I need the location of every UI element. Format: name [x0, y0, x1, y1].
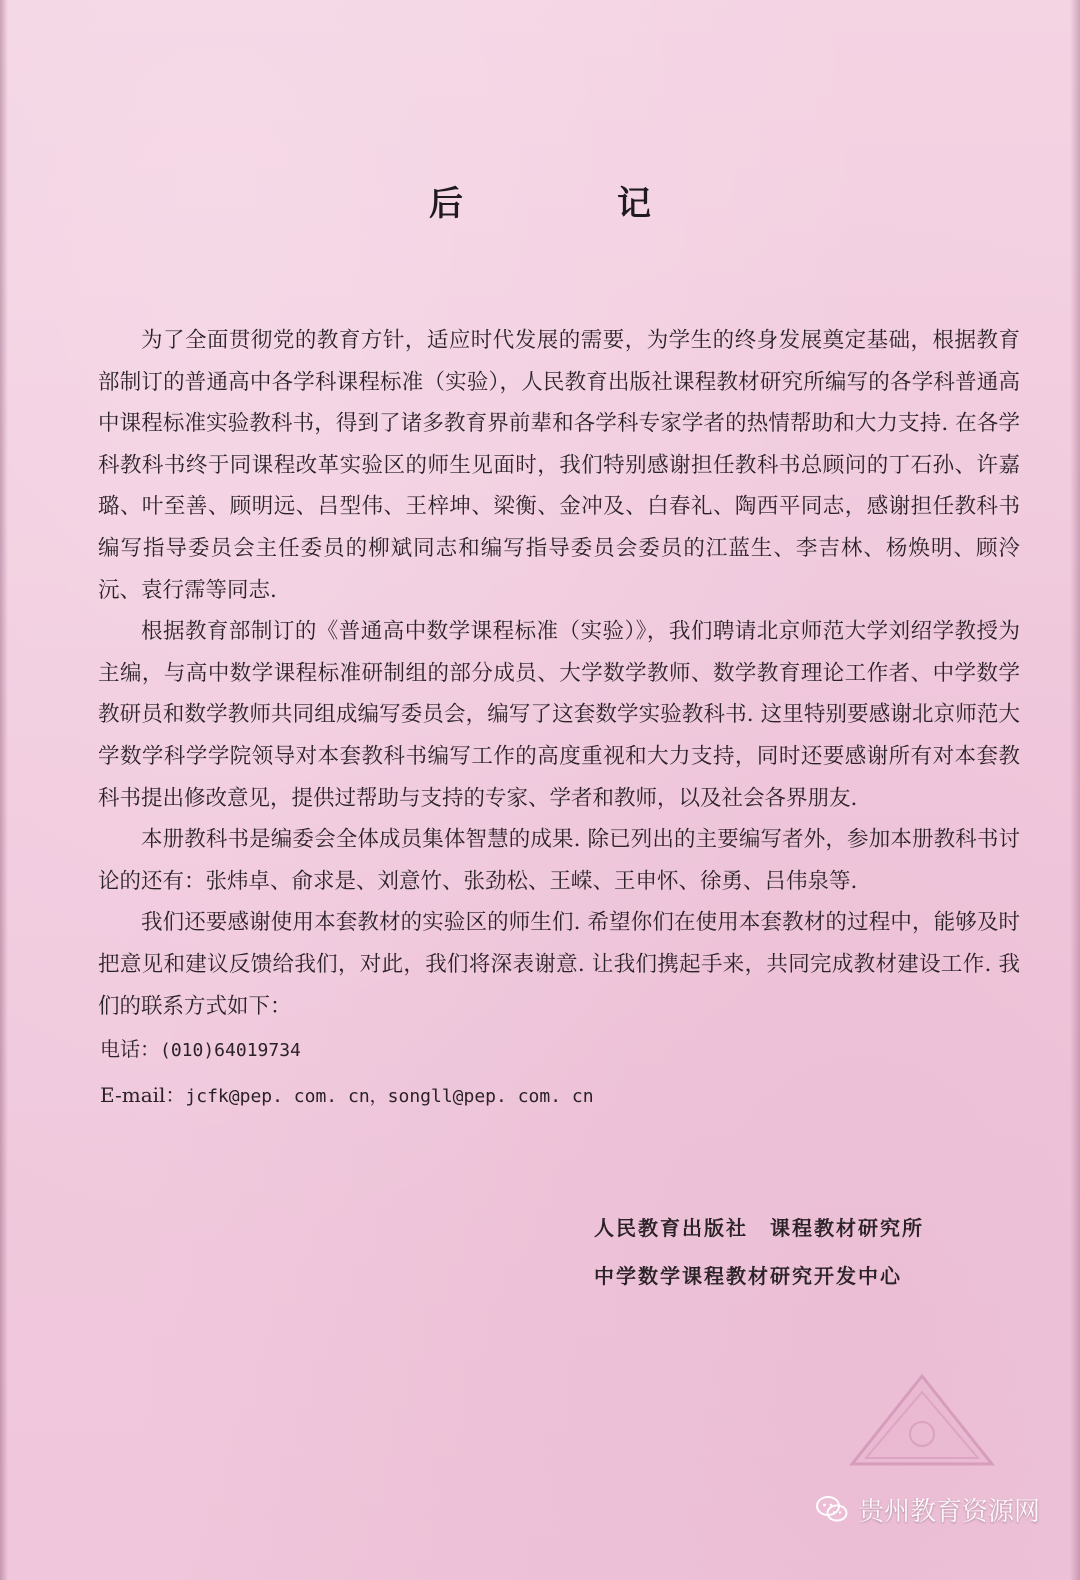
signature-line-1: 人民教育出版社 课程教材研究所 — [594, 1216, 924, 1240]
paragraph-2: 根据教育部制订的《普通高中数学课程标准（实验）》，我们聘请北京师范大学刘绍学教授为主编，与高中数学课程标准研制组的部分成员、大学数学教师、数学教育理论工作者、中学数学教研员和数学教师共同组成编写委员会，编写了这套数学实验教科书. 这里特别要感谢北京师范大学数学科学学院领导对本套教科书编写工作的高度重视和大力支持，同时还要感谢所有对本套教科书提出修改意见，提供过帮助与支持的专家、学者和教师，以及社会各界朋友. — [98, 619, 1020, 811]
phone-line — [98, 1027, 1020, 1073]
email-label: E-mail： — [100, 1083, 186, 1108]
email-value: jcfk@pep. com. cn，songll@pep. com. cn — [185, 1086, 594, 1108]
paragraph-1: 为了全面贯彻党的教育方针，适应时代发展的需要，为学生的终身发展奠定基础，根据教育部制订的普通高中各学科课程标准（实验），人民教育出版社课程教材研究所编写的各学科普通高中课程标准实验教科书，得到了诸多教育界前辈和各学科专家学者的热情帮助和大力支持. 在各学科教科书终于同课程改革实验区的师生见面时，我们特别感谢担任教科书总顾问的丁石孙、许嘉璐、叶至善、顾明远、吕型伟、王梓坤、梁衡、金冲及、白春礼、陶西平同志，感谢担任教科书编写指导委员会主任委员的柳斌同志和编写指导委员会委员的江蓝生、李吉林、杨焕明、顾泠沅、袁行霈等同志. — [98, 328, 1020, 603]
paragraph-4: 我们还要感谢使用本套教材的实验区的师生们. 希望你们在使用本套教材的过程中，能够及时把意见和建议反馈给我们，对此，我们将深表谢意. 让我们携起手来，共同完成教材建设工作. 我们的联系方式如下： — [98, 910, 1020, 1019]
phone-value: (010)64019734 — [160, 1040, 301, 1062]
signature-line-2: 中学数学课程教材研究开发中心 — [594, 1264, 902, 1288]
triangle-stamp-icon — [842, 1370, 1002, 1470]
signature-block — [594, 1204, 1014, 1300]
phone-label: 电话： — [100, 1037, 160, 1062]
email-line — [98, 1073, 1020, 1119]
watermark-text: 贵州教育资源网 — [857, 1497, 1040, 1527]
watermark — [816, 1491, 1040, 1528]
body-text — [98, 320, 1020, 1119]
page-edge-right — [1070, 0, 1080, 1580]
wechat-icon — [816, 1495, 848, 1525]
paragraph-3: 本册教科书是编委会全体成员集体智慧的成果. 除已列出的主要编写者外，参加本册教科书讨论的还有：张炜卓、俞求是、刘意竹、张劲松、王嵘、王申怀、徐勇、吕伟泉等. — [98, 827, 1020, 894]
page-edge-left — [0, 0, 8, 1580]
page-title: 后 记 — [429, 184, 711, 224]
